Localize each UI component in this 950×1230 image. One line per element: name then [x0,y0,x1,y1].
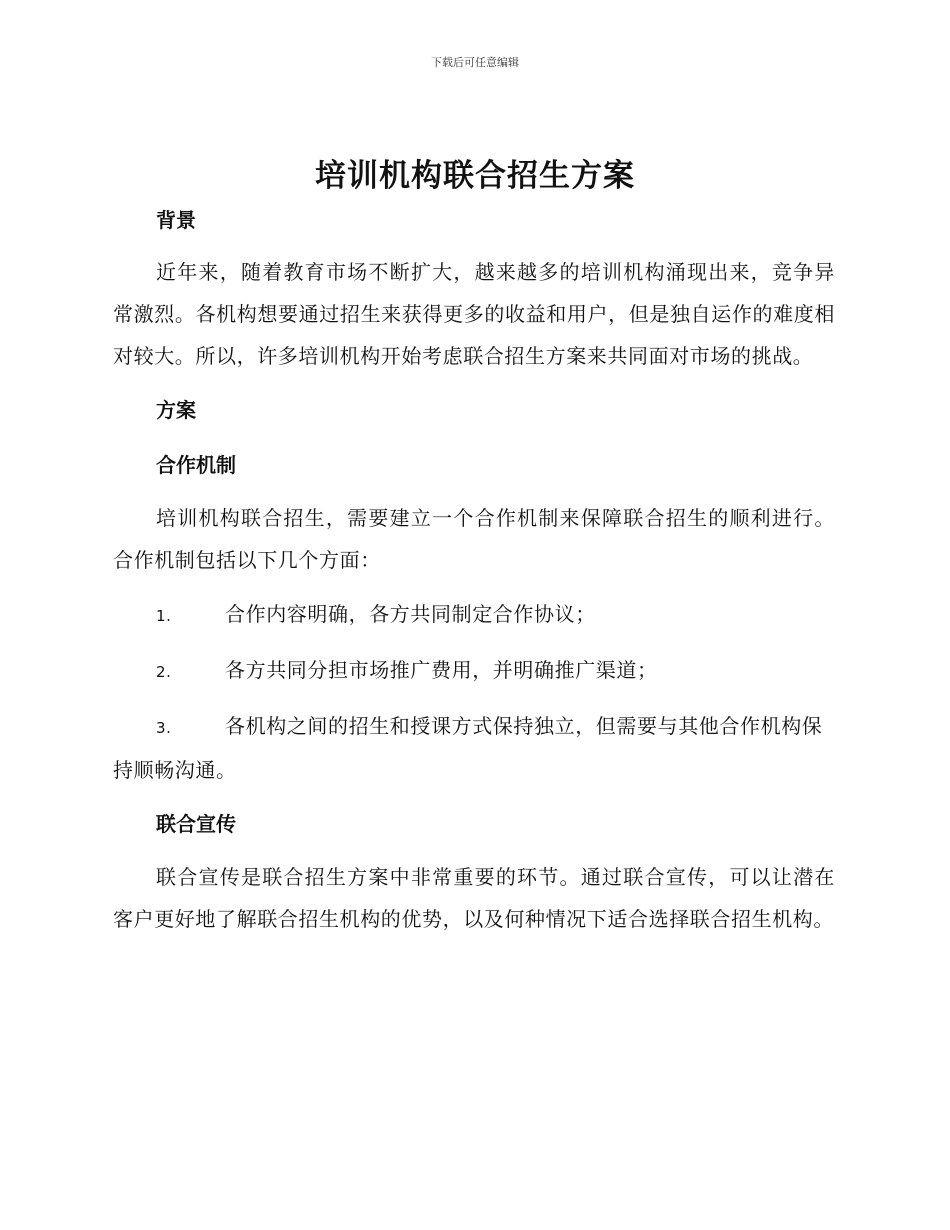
list-item-text: 各方共同分担市场推广费用，并明确推广渠道； [225,658,658,682]
section-heading-promotion: 联合宣传 [156,812,236,836]
list-item-number: 2. [156,663,172,681]
paragraph-background: 近年来，随着教育市场不断扩大，越来越多的培训机构涌现出来，竞争异常激烈。各机构想要通过招生来获得更多的收益和用户，但是独自运作的难度相对较大。所以，许多培训机构开始考虑联合招生方案来共同面对市场的挑战。 [113,260,835,368]
list-item-number: 3. [156,719,172,737]
list-item [113,649,835,693]
section-heading-plan: 方案 [156,398,196,422]
page-header-note: 下载后可任意编辑 [431,56,519,69]
section-heading-background: 背景 [156,208,196,232]
list-item [113,705,835,791]
paragraph-cooperation: 培训机构联合招生，需要建立一个合作机制来保障联合招生的顺利进行。合作机制包括以下几个方面： [113,506,835,572]
document-title: 培训机构联合招生方案 [315,158,635,194]
list-item [113,593,835,637]
list-item-text: 合作内容明确，各方共同制定合作协议； [225,602,596,626]
document-body [113,200,835,940]
paragraph-promotion: 联合宣传是联合招生方案中非常重要的环节。通过联合宣传，可以让潜在客户更好地了解联合招生机构的优势，以及何种情况下适合选择联合招生机构。 [113,865,835,931]
list-item-text: 各机构之间的招生和授课方式保持独立，但需要与其他合作机构保持顺畅沟通。 [113,714,823,782]
list-item-number: 1. [156,607,172,625]
section-heading-cooperation: 合作机制 [156,453,236,477]
